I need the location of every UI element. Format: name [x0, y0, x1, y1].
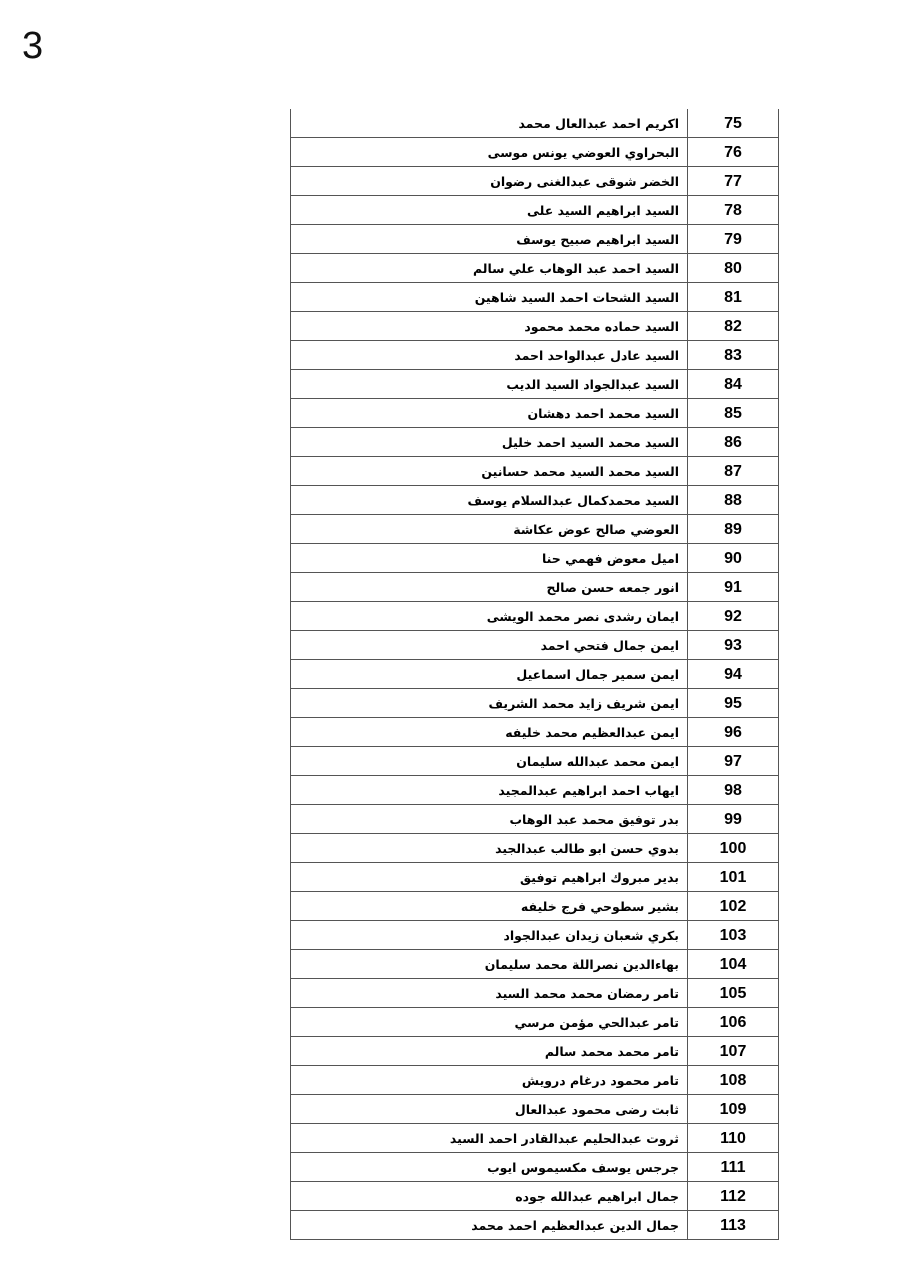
person-name-cell: السيد الشحات احمد السيد شاهين [291, 283, 688, 312]
serial-number-cell: 112 [688, 1182, 779, 1211]
serial-number-cell: 75 [688, 109, 779, 138]
table-row [291, 950, 779, 979]
person-name-cell: ايمن جمال فتحي احمد [291, 631, 688, 660]
person-name-cell: السيد ابراهيم السيد على [291, 196, 688, 225]
serial-number-cell: 113 [688, 1211, 779, 1240]
person-name-cell: ثروت عبدالحليم عبدالقادر احمد السيد [291, 1124, 688, 1153]
table-row [291, 283, 779, 312]
table-row [291, 573, 779, 602]
person-name-cell: ايمن عبدالعظيم محمد خليفه [291, 718, 688, 747]
person-name-cell: بكري شعبان زيدان عبدالجواد [291, 921, 688, 950]
serial-number-cell: 96 [688, 718, 779, 747]
table-row [291, 979, 779, 1008]
table-row [291, 1182, 779, 1211]
person-name-cell: بهاءالدين نصراللة محمد سليمان [291, 950, 688, 979]
person-name-cell: السيد محمدكمال عبدالسلام يوسف [291, 486, 688, 515]
table-row [291, 1066, 779, 1095]
serial-number-cell: 97 [688, 747, 779, 776]
table-row [291, 457, 779, 486]
serial-number-cell: 76 [688, 138, 779, 167]
person-name-cell: السيد محمد احمد دهشان [291, 399, 688, 428]
person-name-cell: اميل معوض فهمي حنا [291, 544, 688, 573]
person-name-cell: بشير سطوحي فرج خليفه [291, 892, 688, 921]
table-row [291, 109, 779, 138]
names-table-container [290, 109, 770, 1240]
serial-number-cell: 89 [688, 515, 779, 544]
table-row [291, 689, 779, 718]
table-row [291, 196, 779, 225]
serial-number-cell: 80 [688, 254, 779, 283]
table-row [291, 515, 779, 544]
serial-number-cell: 103 [688, 921, 779, 950]
table-row [291, 225, 779, 254]
table-row [291, 1124, 779, 1153]
serial-number-cell: 101 [688, 863, 779, 892]
serial-number-cell: 81 [688, 283, 779, 312]
serial-number-cell: 94 [688, 660, 779, 689]
person-name-cell: جمال الدين عبدالعظيم احمد محمد [291, 1211, 688, 1240]
serial-number-cell: 92 [688, 602, 779, 631]
table-row [291, 544, 779, 573]
person-name-cell: تامر محمود درغام درويش [291, 1066, 688, 1095]
person-name-cell: جمال ابراهيم عبدالله جوده [291, 1182, 688, 1211]
serial-number-cell: 88 [688, 486, 779, 515]
names-table [290, 109, 779, 1240]
serial-number-cell: 102 [688, 892, 779, 921]
serial-number-cell: 84 [688, 370, 779, 399]
person-name-cell: ايمن سمير جمال اسماعيل [291, 660, 688, 689]
serial-number-cell: 83 [688, 341, 779, 370]
serial-number-cell: 109 [688, 1095, 779, 1124]
person-name-cell: انور جمعه حسن صالح [291, 573, 688, 602]
serial-number-cell: 90 [688, 544, 779, 573]
person-name-cell: ايهاب احمد ابراهيم عبدالمجيد [291, 776, 688, 805]
table-row [291, 660, 779, 689]
serial-number-cell: 85 [688, 399, 779, 428]
person-name-cell: الخضر شوقى عبدالغنى رضوان [291, 167, 688, 196]
serial-number-cell: 98 [688, 776, 779, 805]
serial-number-cell: 106 [688, 1008, 779, 1037]
table-row [291, 805, 779, 834]
table-row [291, 341, 779, 370]
person-name-cell: السيد احمد عبد الوهاب علي سالم [291, 254, 688, 283]
person-name-cell: بدير مبروك ابراهيم توفيق [291, 863, 688, 892]
serial-number-cell: 105 [688, 979, 779, 1008]
table-row [291, 921, 779, 950]
table-row [291, 486, 779, 515]
person-name-cell: تامر رمضان محمد محمد السيد [291, 979, 688, 1008]
serial-number-cell: 100 [688, 834, 779, 863]
serial-number-cell: 99 [688, 805, 779, 834]
person-name-cell: تامر محمد محمد سالم [291, 1037, 688, 1066]
person-name-cell: السيد محمد السيد احمد خليل [291, 428, 688, 457]
person-name-cell: اكريم احمد عبدالعال محمد [291, 109, 688, 138]
serial-number-cell: 107 [688, 1037, 779, 1066]
person-name-cell: السيد ابراهيم صبيح يوسف [291, 225, 688, 254]
person-name-cell: السيد حماده محمد محمود [291, 312, 688, 341]
page-number: 3 [22, 25, 44, 67]
table-row [291, 776, 779, 805]
person-name-cell: بدر توفيق محمد عبد الوهاب [291, 805, 688, 834]
serial-number-cell: 78 [688, 196, 779, 225]
table-row [291, 138, 779, 167]
person-name-cell: السيد عادل عبدالواحد احمد [291, 341, 688, 370]
table-row [291, 1095, 779, 1124]
person-name-cell: ايمن محمد عبدالله سليمان [291, 747, 688, 776]
table-row [291, 1153, 779, 1182]
serial-number-cell: 108 [688, 1066, 779, 1095]
table-row [291, 1211, 779, 1240]
serial-number-cell: 77 [688, 167, 779, 196]
serial-number-cell: 104 [688, 950, 779, 979]
person-name-cell: السيد عبدالجواد السيد الديب [291, 370, 688, 399]
serial-number-cell: 95 [688, 689, 779, 718]
table-row [291, 1008, 779, 1037]
table-row [291, 747, 779, 776]
table-row [291, 399, 779, 428]
person-name-cell: البحراوي العوضي يونس موسى [291, 138, 688, 167]
table-row [291, 834, 779, 863]
table-row [291, 602, 779, 631]
serial-number-cell: 79 [688, 225, 779, 254]
table-row [291, 428, 779, 457]
person-name-cell: ثابت رضى محمود عبدالعال [291, 1095, 688, 1124]
serial-number-cell: 110 [688, 1124, 779, 1153]
names-table-body [291, 109, 779, 1240]
person-name-cell: جرجس يوسف مكسيموس ايوب [291, 1153, 688, 1182]
table-row [291, 1037, 779, 1066]
serial-number-cell: 91 [688, 573, 779, 602]
table-row [291, 254, 779, 283]
table-row [291, 167, 779, 196]
serial-number-cell: 111 [688, 1153, 779, 1182]
person-name-cell: تامر عبدالحي مؤمن مرسي [291, 1008, 688, 1037]
table-row [291, 718, 779, 747]
person-name-cell: بدوي حسن ابو طالب عبدالجيد [291, 834, 688, 863]
person-name-cell: السيد محمد السيد محمد حسانين [291, 457, 688, 486]
person-name-cell: ايمان رشدى نصر محمد الويشى [291, 602, 688, 631]
serial-number-cell: 82 [688, 312, 779, 341]
serial-number-cell: 86 [688, 428, 779, 457]
serial-number-cell: 87 [688, 457, 779, 486]
table-row [291, 863, 779, 892]
table-row [291, 892, 779, 921]
person-name-cell: ايمن شريف زايد محمد الشريف [291, 689, 688, 718]
table-row [291, 370, 779, 399]
table-row [291, 631, 779, 660]
person-name-cell: العوضي صالح عوض عكاشة [291, 515, 688, 544]
serial-number-cell: 93 [688, 631, 779, 660]
table-row [291, 312, 779, 341]
